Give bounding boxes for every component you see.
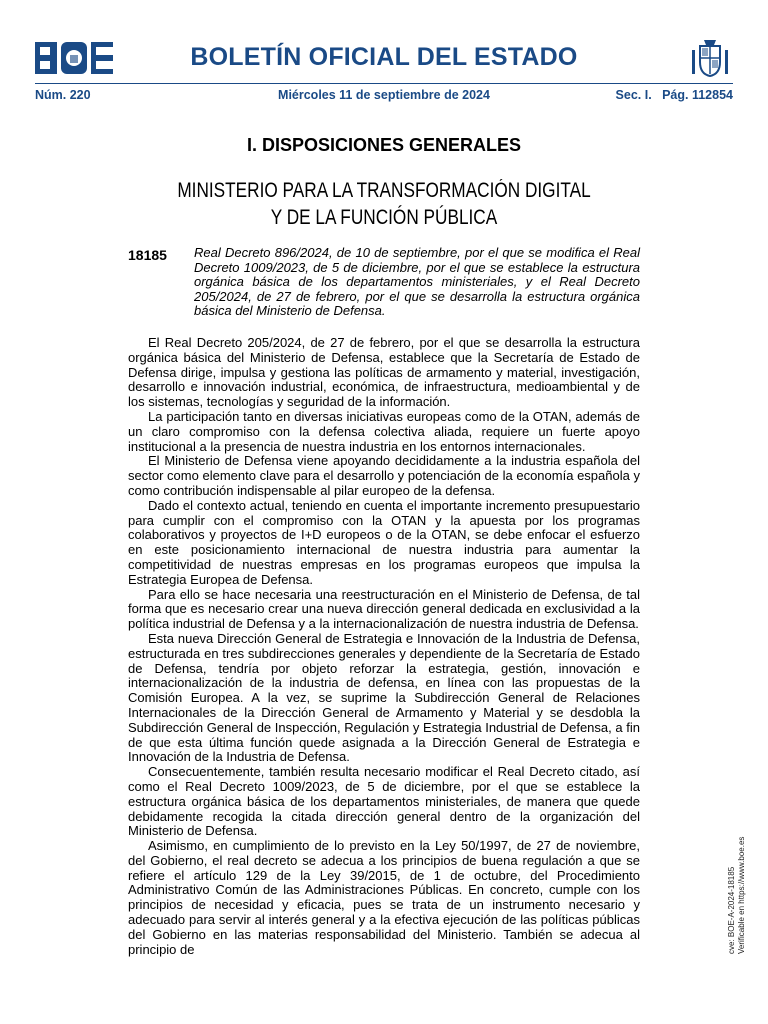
- cve-code: cve: BOE-A-2024-18185: [727, 866, 736, 954]
- paragraph: Dado el contexto actual, teniendo en cuenta el importante incremento presupuestario para cumplir con el compromiso con la OTAN y la apuesta por los programas colaborativos y proyectos de I+D europeos o de la OTAN, se debe enfocar el esfuerzo en este posicionamiento internacional de nuestra industria para aumentar la competitividad de nuestras empresas en los programas europeos que impulsa la Estrategia Europea de Defensa.: [128, 497, 640, 587]
- document-number: 18185: [128, 247, 167, 263]
- document-body: [128, 336, 640, 957]
- paragraph: El Ministerio de Defensa viene apoyando decididamente a la industria española del sector como elemento clave para el desarrollo y potenciación de la economía española y como contribución indispensable al pilar europeo de la defensa.: [128, 453, 640, 498]
- verification-link[interactable]: Verificable en https://www.boe.es: [737, 836, 746, 954]
- header-info-row: [35, 88, 733, 104]
- issue-number: Núm. 220: [35, 88, 91, 102]
- paragraph: La participación tanto en diversas iniciativas europeas como de la OTAN, además de un claro compromiso con la defensa colectiva aliada, requiere un fuerte apoyo institucional a la presencia de nuestra industria en los entornos internacionales.: [128, 408, 640, 454]
- boe-logo: [35, 42, 115, 74]
- coat-of-arms-icon: [688, 36, 732, 80]
- verification-sidebar: [727, 754, 747, 954]
- paragraph: Esta nueva Dirección General de Estrategia e Innovación de la Industria de Defensa, estructurada en tres subdirecciones generales y dependiente de la Secretaría de Estado de Defensa, tendría por objeto reforzar la estrategia, gestión, innovación e internacionalización de la industria de defensa, en línea con las propuestas de la Comisión Europea. A la vez, se suprime la Subdirección General de Relaciones Internacionales de la Dirección General de Armamento y Material y se desdobla la Subdirección General de Inspección, Regulación y Estrategia Industrial de Defensa, a fin de que esta última función quede asignada a la Dirección General de Estrategia e Innovación de la Industria de Defensa.: [128, 630, 640, 765]
- ministry-title: [69, 177, 699, 231]
- document-summary: Real Decreto 896/2024, de 10 de septiembre, por el que se modifica el Real Decreto 1009/2023, de 5 de diciembre, por el que se establece la estructura orgánica básica de los departamentos ministeriales, y el Real Decreto 205/2024, de 27 de febrero, por el que se desarrolla la estructura orgánica básica del Ministerio de Defensa.: [194, 245, 640, 319]
- paragraph: Para ello se hace necesaria una reestructuración en el Ministerio de Defensa, de tal forma que es necesario crear una nueva dirección general dedicada en exclusividad a la política industrial de Defensa y a la internacionalización de nuestra industria de Defensa.: [128, 586, 640, 632]
- paragraph: El Real Decreto 205/2024, de 27 de febrero, por el que se desarrolla la estructura orgánica básica del Ministerio de Defensa, establece que la Secretaría de Estado de Defensa dirige, impulsa y gestiona las políticas de armamento y material, investigación, desarrollo e innovación industrial, económica, de infraestructura, medioambiental y de los sistemas, tecnologías y seguridad de la información.: [128, 335, 640, 410]
- paragraph: Asimismo, en cumplimiento de lo previsto en la Ley 50/1997, de 27 de noviembre, del Gobierno, el real decreto se adecua a los principios de buena regulación a que se refiere el artículo 129 de la Ley 39/2015, de 1 de octubre, del Procedimiento Administrativo Común de las Administraciones Públicas. En concreto, cumple con los principios de necesidad y eficacia, pues se trata de un instrumento necesario y adecuado para servir al interés general y a la efectiva ejecución de las políticas públicas del Gobierno en las materias responsabilidad del Ministerio. También se adecua al principio de: [128, 838, 640, 957]
- paragraph: Consecuentemente, también resulta necesario modificar el Real Decreto citado, así como el Real Decreto 1009/2023, de 5 de diciembre, por el que se establece la estructura orgánica básica de los departamentos ministeriales, de manera que quede debidamente recogida la citada dirección general dentro de la organización del Ministerio de Defensa.: [128, 764, 640, 839]
- section-title: I. DISPOSICIONES GENERALES: [246, 135, 522, 155]
- page-title: BOLETÍN OFICIAL DEL ESTADO: [190, 43, 578, 71]
- header-rule: [35, 83, 733, 84]
- section-page: Sec. I. Pág. 112854: [615, 88, 733, 102]
- ministry-line-2: Y DE LA FUNCIÓN PÚBLICA: [270, 206, 498, 229]
- issue-date: Miércoles 11 de septiembre de 2024: [278, 88, 490, 102]
- ministry-line-1: MINISTERIO PARA LA TRANSFORMACIÓN DIGITAL: [177, 179, 591, 202]
